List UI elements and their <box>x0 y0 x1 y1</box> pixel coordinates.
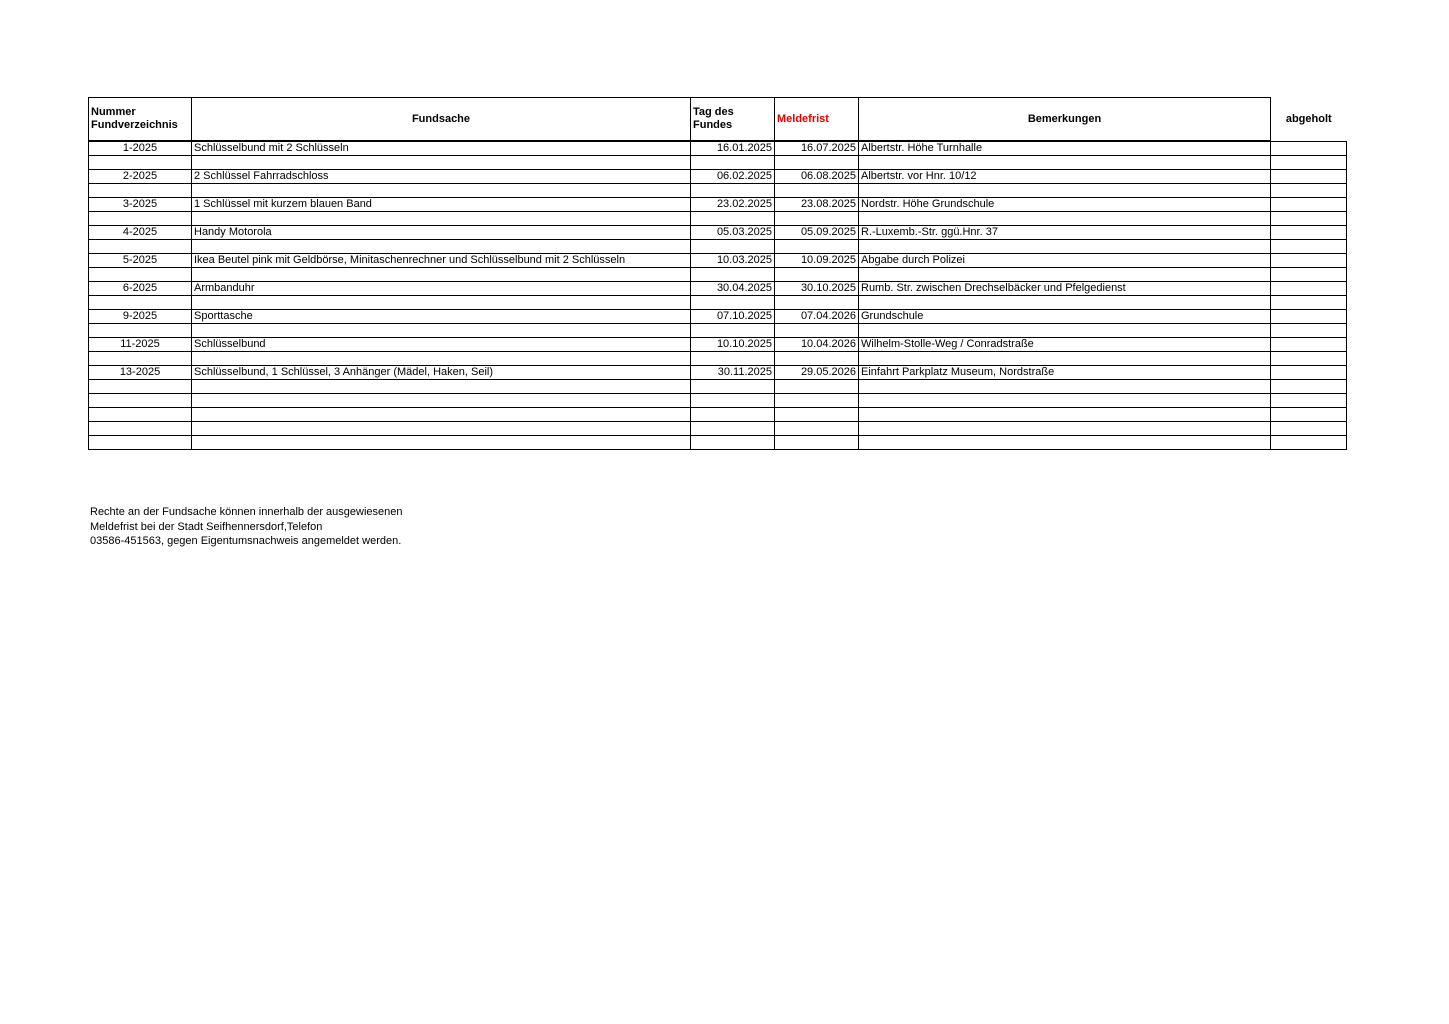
note-line3: 03586-451563, gegen Eigentumsnachweis angemeldet werden. <box>90 535 402 547</box>
cell-tag-des-fundes: 16.01.2025 <box>691 141 775 156</box>
header-tag-line1: Tag des <box>693 106 734 118</box>
cell-abgeholt <box>1271 282 1347 296</box>
cell-meldefrist: 05.09.2025 <box>775 226 859 240</box>
cell-fundsache: Schlüsselbund, 1 Schlüssel, 3 Anhänger (Mädel, Haken, Seil) <box>192 366 691 380</box>
cell-meldefrist: 30.10.2025 <box>775 282 859 296</box>
cell-nummer <box>89 184 192 198</box>
cell-bemerkungen: Rumb. Str. zwischen Drechselbäcker und Pfelgedienst <box>859 282 1271 296</box>
cell-fundsache <box>192 436 691 450</box>
cell-meldefrist: 06.08.2025 <box>775 170 859 184</box>
cell-abgeholt <box>1271 310 1347 324</box>
cell-abgeholt <box>1271 141 1347 156</box>
cell-meldefrist <box>775 296 859 310</box>
table-row <box>89 366 1347 380</box>
cell-meldefrist: 23.08.2025 <box>775 198 859 212</box>
cell-tag-des-fundes: 06.02.2025 <box>691 170 775 184</box>
cell-meldefrist <box>775 422 859 436</box>
note-line2: Meldefrist bei der Stadt Seifhennersdorf,Telefon <box>90 520 323 533</box>
cell-fundsache <box>192 296 691 310</box>
cell-tag-des-fundes <box>691 408 775 422</box>
cell-nummer <box>89 394 192 408</box>
table-row <box>89 338 1347 352</box>
cell-abgeholt <box>1271 408 1347 422</box>
cell-meldefrist <box>775 240 859 254</box>
cell-nummer: 1-2025 <box>89 141 192 156</box>
table-body <box>89 141 1347 450</box>
cell-abgeholt <box>1271 324 1347 338</box>
cell-tag-des-fundes: 30.04.2025 <box>691 282 775 296</box>
table-row <box>89 170 1347 184</box>
cell-bemerkungen <box>859 380 1271 394</box>
cell-abgeholt <box>1271 380 1347 394</box>
cell-bemerkungen: Abgabe durch Polizei <box>859 254 1271 268</box>
cell-fundsache <box>192 422 691 436</box>
cell-fundsache <box>192 352 691 366</box>
cell-abgeholt <box>1271 226 1347 240</box>
cell-meldefrist: 16.07.2025 <box>775 141 859 156</box>
cell-fundsache: Sporttasche <box>192 310 691 324</box>
cell-tag-des-fundes <box>691 240 775 254</box>
cell-meldefrist <box>775 394 859 408</box>
cell-tag-des-fundes <box>691 268 775 282</box>
cell-fundsache: 1 Schlüssel mit kurzem blauen Band <box>192 198 691 212</box>
cell-nummer <box>89 422 192 436</box>
cell-nummer <box>89 324 192 338</box>
cell-tag-des-fundes <box>691 352 775 366</box>
cell-bemerkungen <box>859 240 1271 254</box>
cell-abgeholt <box>1271 184 1347 198</box>
cell-tag-des-fundes <box>691 184 775 198</box>
cell-abgeholt <box>1271 296 1347 310</box>
cell-bemerkungen: R.-Luxemb.-Str. ggü.Hnr. 37 <box>859 226 1271 240</box>
table-row <box>89 324 1347 338</box>
header-abgeholt: abgeholt <box>1271 98 1347 142</box>
cell-fundsache <box>192 408 691 422</box>
cell-meldefrist <box>775 352 859 366</box>
table-row <box>89 184 1347 198</box>
cell-abgeholt <box>1271 352 1347 366</box>
cell-fundsache: Schlüsselbund <box>192 338 691 352</box>
cell-nummer: 13-2025 <box>89 366 192 380</box>
cell-bemerkungen <box>859 408 1271 422</box>
cell-nummer <box>89 212 192 226</box>
header-row <box>89 98 1347 142</box>
cell-fundsache <box>192 380 691 394</box>
cell-bemerkungen: Einfahrt Parkplatz Museum, Nordstraße <box>859 366 1271 380</box>
cell-nummer: 6-2025 <box>89 282 192 296</box>
header-fundsache: Fundsache <box>192 98 691 142</box>
table-row <box>89 282 1347 296</box>
cell-nummer: 2-2025 <box>89 170 192 184</box>
table-row <box>89 436 1347 450</box>
cell-fundsache <box>192 240 691 254</box>
table-row <box>89 156 1347 170</box>
cell-tag-des-fundes: 23.02.2025 <box>691 198 775 212</box>
table-row <box>89 310 1347 324</box>
table-row <box>89 254 1347 268</box>
cell-nummer <box>89 296 192 310</box>
cell-meldefrist <box>775 436 859 450</box>
cell-abgeholt <box>1271 338 1347 352</box>
cell-tag-des-fundes <box>691 296 775 310</box>
cell-bemerkungen <box>859 394 1271 408</box>
meldefrist-note <box>90 505 403 549</box>
cell-abgeholt <box>1271 268 1347 282</box>
cell-nummer <box>89 408 192 422</box>
cell-abgeholt <box>1271 212 1347 226</box>
cell-meldefrist <box>775 380 859 394</box>
table-row <box>89 268 1347 282</box>
cell-tag-des-fundes: 10.03.2025 <box>691 254 775 268</box>
cell-bemerkungen: Nordstr. Höhe Grundschule <box>859 198 1271 212</box>
cell-abgeholt <box>1271 240 1347 254</box>
cell-nummer: 11-2025 <box>89 338 192 352</box>
table-row <box>89 198 1347 212</box>
cell-abgeholt <box>1271 422 1347 436</box>
cell-abgeholt <box>1271 170 1347 184</box>
cell-nummer <box>89 380 192 394</box>
cell-meldefrist <box>775 408 859 422</box>
cell-tag-des-fundes: 05.03.2025 <box>691 226 775 240</box>
cell-bemerkungen: Wilhelm-Stolle-Weg / Conradstraße <box>859 338 1271 352</box>
cell-tag-des-fundes <box>691 394 775 408</box>
cell-fundsache <box>192 212 691 226</box>
table-row <box>89 408 1347 422</box>
cell-meldefrist: 07.04.2026 <box>775 310 859 324</box>
cell-abgeholt <box>1271 394 1347 408</box>
table-row <box>89 212 1347 226</box>
cell-abgeholt <box>1271 156 1347 170</box>
cell-nummer <box>89 240 192 254</box>
cell-tag-des-fundes <box>691 422 775 436</box>
cell-tag-des-fundes: 07.10.2025 <box>691 310 775 324</box>
fundsachen-table <box>88 97 1347 450</box>
table-row <box>89 422 1347 436</box>
cell-nummer: 4-2025 <box>89 226 192 240</box>
cell-abgeholt <box>1271 366 1347 380</box>
table-row <box>89 240 1347 254</box>
cell-tag-des-fundes <box>691 380 775 394</box>
cell-meldefrist <box>775 268 859 282</box>
cell-tag-des-fundes: 30.11.2025 <box>691 366 775 380</box>
header-tag-line2: Fundes <box>693 119 733 131</box>
cell-meldefrist: 29.05.2026 <box>775 366 859 380</box>
cell-abgeholt <box>1271 198 1347 212</box>
cell-nummer: 5-2025 <box>89 254 192 268</box>
cell-bemerkungen: Albertstr. vor Hnr. 10/12 <box>859 170 1271 184</box>
cell-bemerkungen <box>859 184 1271 198</box>
header-tag-des-fundes <box>691 98 775 142</box>
cell-abgeholt <box>1271 436 1347 450</box>
cell-nummer: 3-2025 <box>89 198 192 212</box>
table-row <box>89 380 1347 394</box>
cell-tag-des-fundes <box>691 156 775 170</box>
cell-meldefrist <box>775 324 859 338</box>
cell-bemerkungen: Albertstr. Höhe Turnhalle <box>859 141 1271 156</box>
cell-nummer <box>89 436 192 450</box>
cell-nummer <box>89 268 192 282</box>
header-nummer-line1: Nummer <box>91 106 136 118</box>
cell-tag-des-fundes <box>691 324 775 338</box>
cell-nummer: 9-2025 <box>89 310 192 324</box>
cell-meldefrist: 10.09.2025 <box>775 254 859 268</box>
cell-bemerkungen <box>859 352 1271 366</box>
header-nummer <box>89 98 192 142</box>
cell-bemerkungen: Grundschule <box>859 310 1271 324</box>
cell-meldefrist <box>775 156 859 170</box>
cell-fundsache: 2 Schlüssel Fahrradschloss <box>192 170 691 184</box>
cell-fundsache <box>192 324 691 338</box>
cell-fundsache <box>192 184 691 198</box>
cell-bemerkungen <box>859 156 1271 170</box>
cell-tag-des-fundes: 10.10.2025 <box>691 338 775 352</box>
table-row <box>89 141 1347 156</box>
cell-bemerkungen <box>859 324 1271 338</box>
cell-nummer <box>89 156 192 170</box>
header-nummer-line2: Fundverzeichnis <box>91 119 178 131</box>
cell-bemerkungen <box>859 296 1271 310</box>
cell-meldefrist <box>775 184 859 198</box>
cell-bemerkungen <box>859 436 1271 450</box>
cell-bemerkungen <box>859 422 1271 436</box>
cell-tag-des-fundes <box>691 212 775 226</box>
cell-tag-des-fundes <box>691 436 775 450</box>
cell-fundsache <box>192 156 691 170</box>
header-meldefrist: Meldefrist <box>775 98 859 142</box>
table-row <box>89 352 1347 366</box>
cell-nummer <box>89 352 192 366</box>
cell-fundsache <box>192 268 691 282</box>
cell-fundsache: Armbanduhr <box>192 282 691 296</box>
cell-bemerkungen <box>859 212 1271 226</box>
table-row <box>89 394 1347 408</box>
cell-meldefrist: 10.04.2026 <box>775 338 859 352</box>
cell-bemerkungen <box>859 268 1271 282</box>
header-bemerkungen: Bemerkungen <box>859 98 1271 142</box>
note-line1: Rechte an der Fundsache können innerhalb der ausgewiesenen <box>90 506 403 518</box>
cell-fundsache: Schlüsselbund mit 2 Schlüsseln <box>192 141 691 156</box>
cell-abgeholt <box>1271 254 1347 268</box>
cell-fundsache <box>192 394 691 408</box>
cell-fundsache: Ikea Beutel pink mit Geldbörse, Minitaschenrechner und Schlüsselbund mit 2 Schlüsseln <box>192 254 691 268</box>
table-row <box>89 226 1347 240</box>
table-row <box>89 296 1347 310</box>
cell-meldefrist <box>775 212 859 226</box>
cell-fundsache: Handy Motorola <box>192 226 691 240</box>
